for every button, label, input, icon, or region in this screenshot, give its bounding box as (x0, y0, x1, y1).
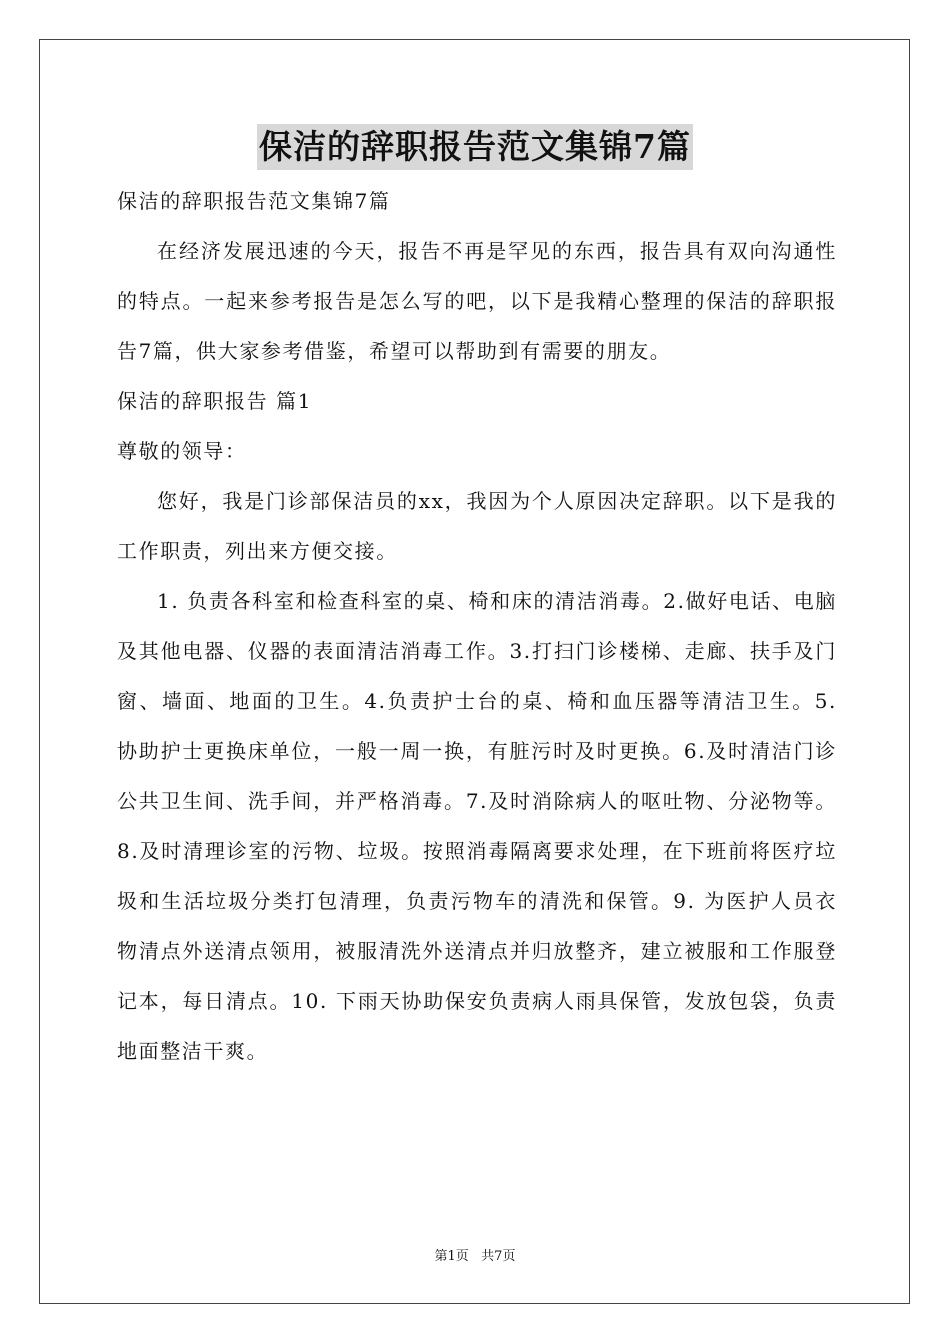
body-paragraph-2: 1. 负责各科室和检查科室的桌、椅和床的清洁消毒。2.做好电话、电脑及其他电器、仪器的表面清洁消毒工作。3.打扫门诊楼梯、走廊、扶手及门窗、墙面、地面的卫生。4.负责护士台的桌、椅和血压器等清洁卫生。5. 协助护士更换床单位，一般一周一换，有脏污时及时更换。6.及时清洁门诊公共卫生间、洗手间，并严格消毒。7.及时消除病人的呕吐物、分泌物等。8.及时清理诊室的污物、垃圾。按照消毒隔离要求处理，在下班前将医疗垃圾和生活垃圾分类打包清理，负责污物车的清洗和保管。9. 为医护人员衣物清点外送清点领用，被服清洗外送清点并归放整齐，建立被服和工作服登记本，每日清点。10. 下雨天协助保安负责病人雨具保管，发放包袋，负责地面整洁干爽。 (117, 589, 837, 1063)
title-container (0, 124, 950, 170)
intro-paragraph: 在经济发展迅速的今天，报告不再是罕见的东西，报告具有双向沟通性的特点。一起来参考报告是怎么写的吧，以下是我精心整理的保洁的辞职报告7篇，供大家参考借鉴，希望可以帮助到有需要的朋友。 (117, 239, 837, 363)
page-footer (0, 1248, 950, 1266)
section-heading: 保洁的辞职报告 篇1 (117, 389, 313, 413)
document-subtitle: 保洁的辞职报告范文集锦7篇 (117, 189, 391, 213)
document-body (117, 176, 837, 1076)
salutation: 尊敬的领导： (117, 439, 247, 463)
body-paragraph-1: 您好，我是门诊部保洁员的xx，我因为个人原因决定辞职。以下是我的工作职责，列出来方便交接。 (117, 489, 837, 563)
page-number: 第1页 共7页 (434, 1249, 516, 1264)
document-title: 保洁的辞职报告范文集锦7篇 (257, 124, 693, 170)
